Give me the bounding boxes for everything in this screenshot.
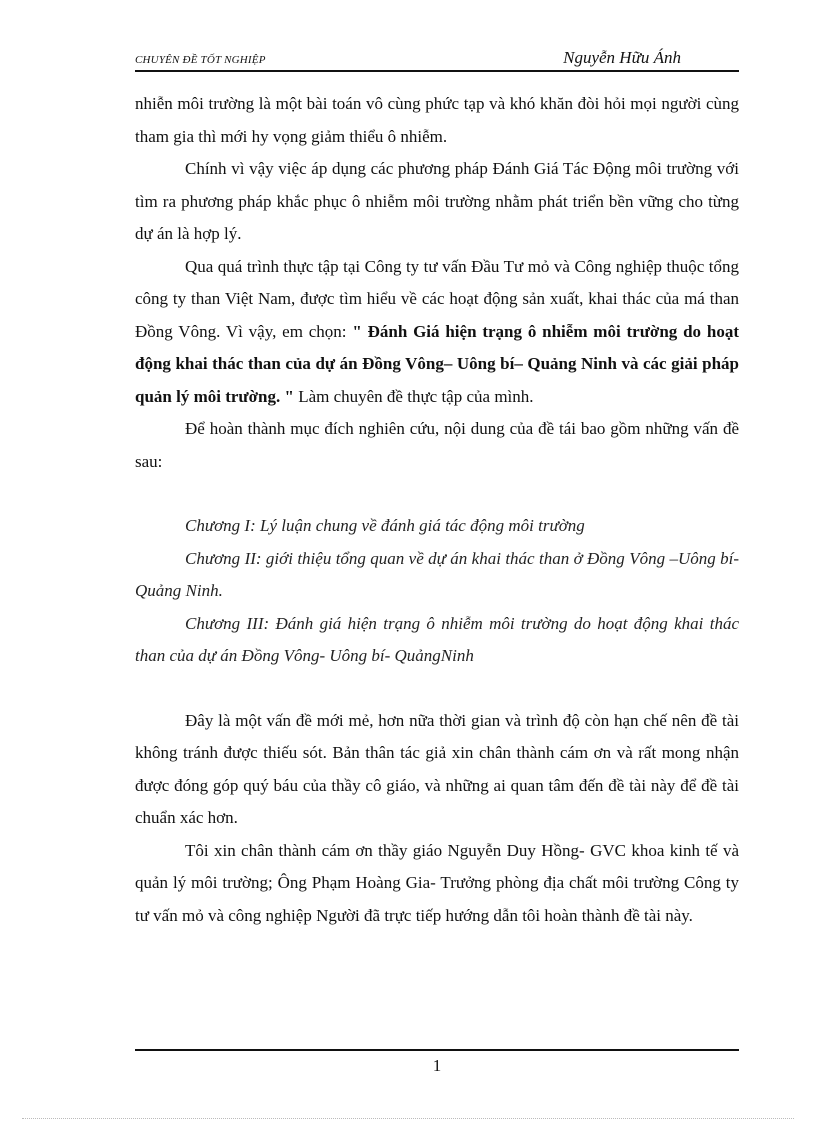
header-author: Nguyễn Hữu Ánh [563, 48, 681, 67]
header-doc-type: CHUYÊN ĐỀ TỐT NGHIỆP [135, 54, 266, 66]
paragraph-3-end: Làm chuyên đề thực tập của mình. [293, 386, 534, 406]
paragraph-5: Đây là một vấn đề mới mẻ, hơn nữa thời gian và trình độ còn hạn chế nên đề tài không tránh được thiếu sót. Bản thân tác giả xin chân thành cám ơn và rất mong nhận được đóng góp quý báu của thầy cô giáo, và những ai quan tâm đến đề tài này để đề tài chuẩn xác hơn. [135, 710, 739, 827]
paragraph-1: nhiễn môi trường là một bài toán vô cùng phức tạp và khó khăn đòi hỏi mọi người cùng tham gia thì mới hy vọng giảm thiểu ô nhiễm. [135, 94, 739, 146]
paragraph-3 [135, 251, 739, 414]
thesis-title: " Đánh Giá hiện trạng ô nhiễm môi trường do hoạt động khai thác than của dự án Đồng Vông– Uông bí– Quảng Ninh và các giải pháp quản lý môi trường. " [135, 321, 739, 406]
paragraph-2: Chính vì vậy việc áp dụng các phương pháp Đánh Giá Tác Động môi trường với tìm ra phương pháp khắc phục ô nhiễm môi trường nhằm phát triển bền vững cho từng dự án là hợp lý. [135, 159, 739, 243]
paragraph-3-intro: Qua quá trình thực tập tại Công ty tư vấn Đầu Tư mỏ và Công nghiệp thuộc tổng công ty than Việt Nam, được tìm hiểu về các hoạt động sản xuất, khai thác của má than Đồng Vông. Vì vậy, em chọn: [135, 256, 739, 341]
document-body [135, 88, 739, 932]
footer-rule [135, 1049, 739, 1051]
chapter-3: Chương III: Đánh giá hiện trạng ô nhiễm môi trường do hoạt động khai thác than của dự án Đồng Vông- Uông bí- QuảngNinh [135, 613, 739, 665]
page-break-line [22, 1118, 794, 1119]
chapter-2: Chương II: giới thiệu tổng quan về dự án khai thác than ở Đồng Vông –Uông bí- Quảng Ninh. [135, 548, 739, 600]
header-rule [135, 70, 739, 72]
paragraph-6: Tôi xin chân thành cám ơn thầy giáo Nguyễn Duy Hồng- GVC khoa kinh tế và quản lý môi trường; Ông Phạm Hoàng Gia- Trưởng phòng địa chất môi trường Công ty tư vấn mỏ và công nghiệp Người đã trực tiếp hướng dẫn tôi hoàn thành đề tài này. [135, 840, 739, 925]
chapter-1: Chương I: Lý luận chung về đánh giá tác động môi trường [185, 516, 585, 535]
page-header [135, 48, 739, 70]
spacer [135, 673, 739, 705]
page-number: 1 [432, 1056, 442, 1075]
paragraph-4: Để hoàn thành mục đích nghiên cứu, nội dung của đề tái bao gồm những vấn đề sau: [135, 419, 739, 471]
